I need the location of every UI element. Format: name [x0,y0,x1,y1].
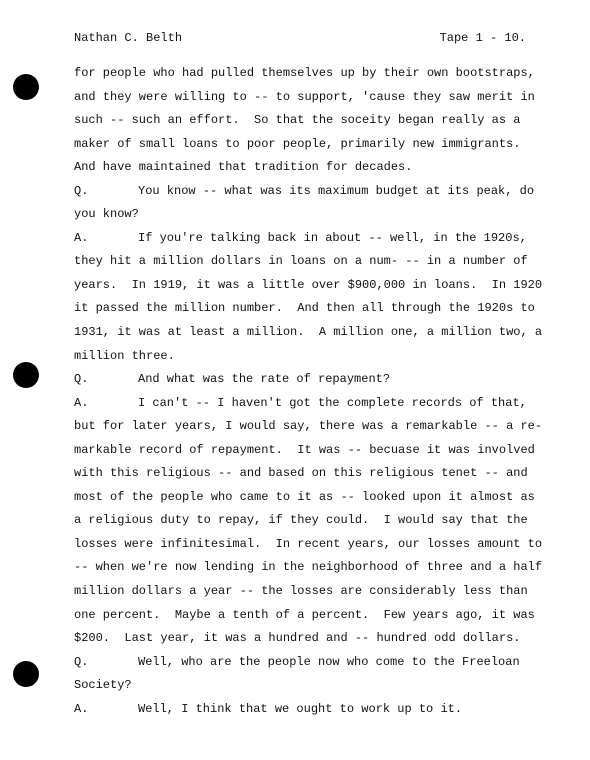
line-text: losses were infinitesimal. In recent years, our losses amount to [74,536,543,551]
transcript-line [74,86,580,110]
transcript-line [74,604,580,628]
transcript-line [74,203,580,227]
line-text: most of the people who came to it as -- looked upon it almost as [74,489,535,504]
line-text: maker of small loans to poor people, primarily new immigrants. [74,136,521,151]
speaker-label: Q. [74,654,89,669]
line-text: $200. Last year, it was a hundred and -- hundred odd dollars. [74,631,521,646]
transcript-line [74,368,580,392]
line-text: Well, who are the people now who come to the Freeloan [138,654,520,669]
transcript-line [74,509,580,533]
line-text: 1931, it was at least a million. A million one, a million two, a [74,325,543,340]
line-text: you know? [74,207,139,222]
line-text: for people who had pulled themselves up by their own bootstraps, [74,66,535,80]
transcript-line [74,698,580,722]
line-text: years. In 1919, it was a little over $900,000 in loans. In 1920 [74,277,543,292]
line-text: If you're talking back in about -- well, in the 1920s, [138,230,527,245]
line-text: it passed the million number. And then all through the 1920s to [74,301,535,316]
transcript-line [74,180,580,204]
speaker-label: A. [74,230,89,245]
speaker-label: A. [74,395,89,410]
transcript-line [74,627,580,651]
transcript-line [74,133,580,157]
binder-hole-bottom [13,661,39,687]
transcript-line [74,651,580,675]
transcript-line [74,462,580,486]
line-text: You know -- what was its maximum budget at its peak, do [138,183,535,198]
transcript-line [74,345,580,369]
line-text: such -- such an effort. So that the soceity began really as a [74,113,521,128]
transcript-line [74,156,580,180]
line-text: with this religious -- and based on this religious tenet -- and [74,466,528,481]
line-text: and they were willing to -- to support, 'cause they saw merit in [74,89,535,104]
transcript-line [74,533,580,557]
transcript-line [74,556,580,580]
line-text: And what was the rate of repayment? [138,372,391,387]
transcript-line [74,321,580,345]
speaker-label: A. [74,701,89,716]
line-text: Well, I think that we ought to work up to it. [138,701,463,716]
line-text: one percent. Maybe a tenth of a percent. Few years ago, it was [74,607,535,622]
transcript-line [74,227,580,251]
line-text: million dollars a year -- the losses are considerably less than [74,584,528,599]
line-text: markable record of repayment. It was -- becuase it was involved [74,442,535,457]
transcript-line [74,580,580,604]
line-text: And have maintained that tradition for decades. [74,160,413,175]
transcript-line [74,109,580,133]
line-text: Society? [74,678,132,693]
line-text: -- when we're now lending in the neighborhood of three and a half [74,560,543,575]
transcript-line [74,439,580,463]
transcript-line [74,250,580,274]
transcript-line [74,392,580,416]
line-text: a religious duty to repay, if they could. I would say that the [74,513,528,528]
transcript-line [74,62,580,86]
line-text: but for later years, I would say, there was a remarkable -- a re- [74,419,543,434]
line-text: they hit a million dollars in loans on a num- -- in a number of [74,254,528,269]
transcript-body [74,62,580,721]
transcript-line [74,415,580,439]
binder-hole-middle [13,362,39,388]
line-text: million three. [74,348,175,363]
transcript-line [74,486,580,510]
transcript-line [74,274,580,298]
speaker-label: Q. [74,372,89,387]
transcript-line [74,674,580,698]
binder-hole-top [13,74,39,100]
speaker-label: Q. [74,183,89,198]
transcript-line [74,297,580,321]
speaker-name: Nathan C. Belth [74,31,183,45]
line-text: I can't -- I haven't got the complete records of that, [138,395,527,410]
tape-number: Tape 1 - 10. [439,31,526,45]
